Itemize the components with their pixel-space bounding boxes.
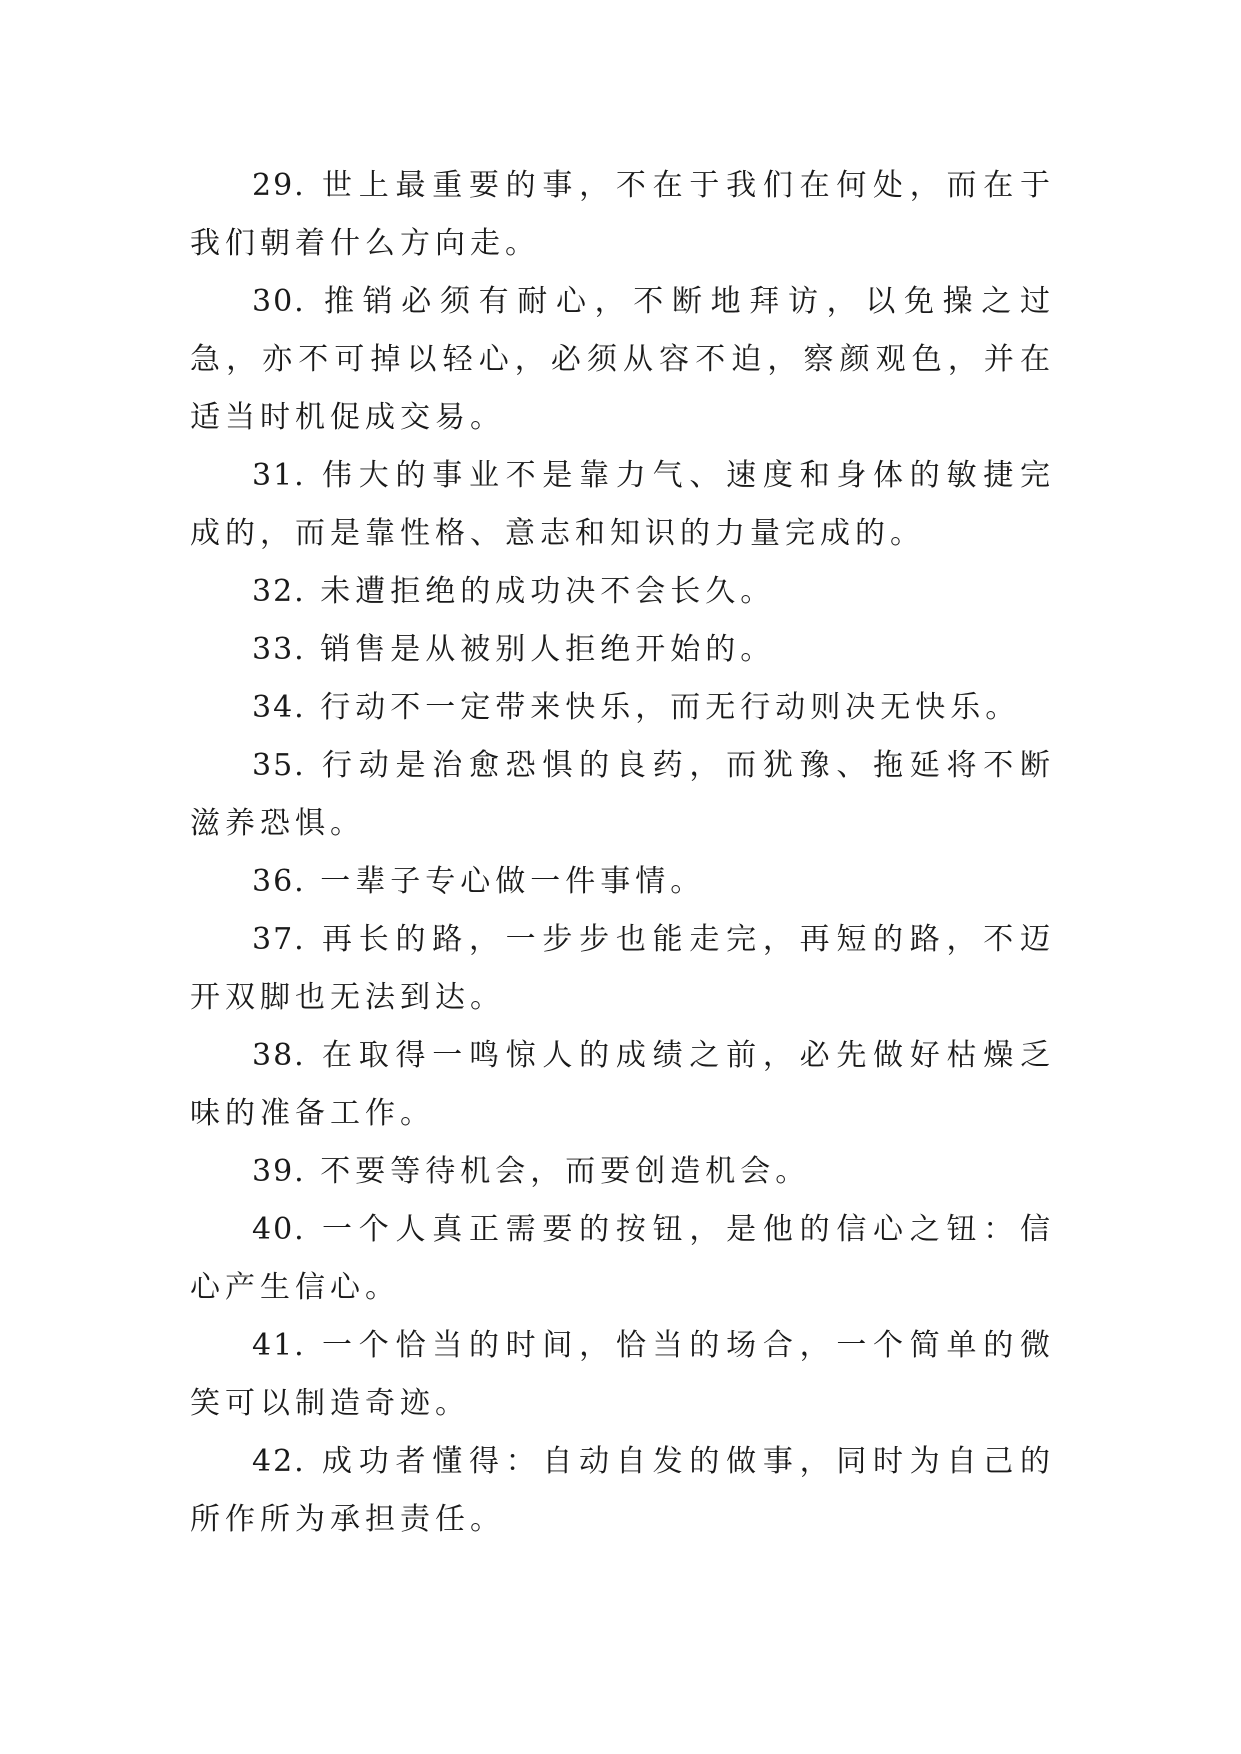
list-item <box>190 911 1055 1027</box>
item-text: 未遭拒绝的成功决不会长久。 <box>320 574 776 609</box>
item-text: 在取得一鸣惊人的成绩之前，必先做好枯燥乏味的准备工作。 <box>190 1038 1055 1131</box>
item-text: 一辈子专心做一件事情。 <box>320 864 706 899</box>
item-text: 成功者懂得：自动自发的做事，同时为自己的所作所为承担责任。 <box>190 1444 1055 1537</box>
item-number: 37. <box>252 922 306 957</box>
item-text: 一个恰当的时间，恰当的场合，一个简单的微笑可以制造奇迹。 <box>190 1328 1055 1421</box>
list-item <box>190 853 1055 911</box>
item-text: 行动不一定带来快乐，而无行动则决无快乐。 <box>320 690 1021 725</box>
list-item <box>190 563 1055 621</box>
item-text: 伟大的事业不是靠力气、速度和身体的敏捷完成的，而是靠性格、意志和知识的力量完成的。 <box>190 458 1055 551</box>
list-item <box>190 1027 1055 1143</box>
list-item <box>190 1433 1055 1549</box>
item-number: 41. <box>252 1328 306 1363</box>
item-text: 行动是治愈恐惧的良药，而犹豫、拖延将不断滋养恐惧。 <box>190 748 1055 841</box>
item-number: 40. <box>252 1212 306 1247</box>
item-text: 推销必须有耐心，不断地拜访，以免操之过急，亦不可掉以轻心，必须从容不迫，察颜观色，并在适当时机促成交易。 <box>190 284 1056 435</box>
item-text: 一个人真正需要的按钮，是他的信心之钮：信心产生信心。 <box>190 1212 1055 1305</box>
item-number: 39. <box>252 1154 306 1189</box>
list-item <box>190 447 1055 563</box>
list-item <box>190 1201 1055 1317</box>
item-number: 35. <box>252 748 306 783</box>
list-item <box>190 621 1055 679</box>
item-text: 世上最重要的事，不在于我们在何处，而在于我们朝着什么方向走。 <box>190 168 1055 261</box>
item-text: 销售是从被别人拒绝开始的。 <box>320 632 776 667</box>
item-number: 29. <box>252 168 306 203</box>
list-item <box>190 1317 1055 1433</box>
item-number: 33. <box>252 632 306 667</box>
list-item <box>190 157 1055 273</box>
item-number: 38. <box>252 1038 306 1073</box>
item-number: 34. <box>252 690 306 725</box>
item-number: 42. <box>252 1444 306 1479</box>
list-item <box>190 1143 1055 1201</box>
quote-list <box>190 157 1055 1549</box>
item-text: 不要等待机会，而要创造机会。 <box>320 1154 811 1189</box>
item-text: 再长的路，一步步也能走完，再短的路，不迈开双脚也无法到达。 <box>190 922 1055 1015</box>
list-item <box>190 737 1055 853</box>
list-item <box>190 679 1055 737</box>
list-item <box>190 273 1055 447</box>
item-number: 36. <box>252 864 306 899</box>
item-number: 32. <box>252 574 306 609</box>
item-number: 31. <box>252 458 306 493</box>
item-number: 30. <box>252 284 306 319</box>
